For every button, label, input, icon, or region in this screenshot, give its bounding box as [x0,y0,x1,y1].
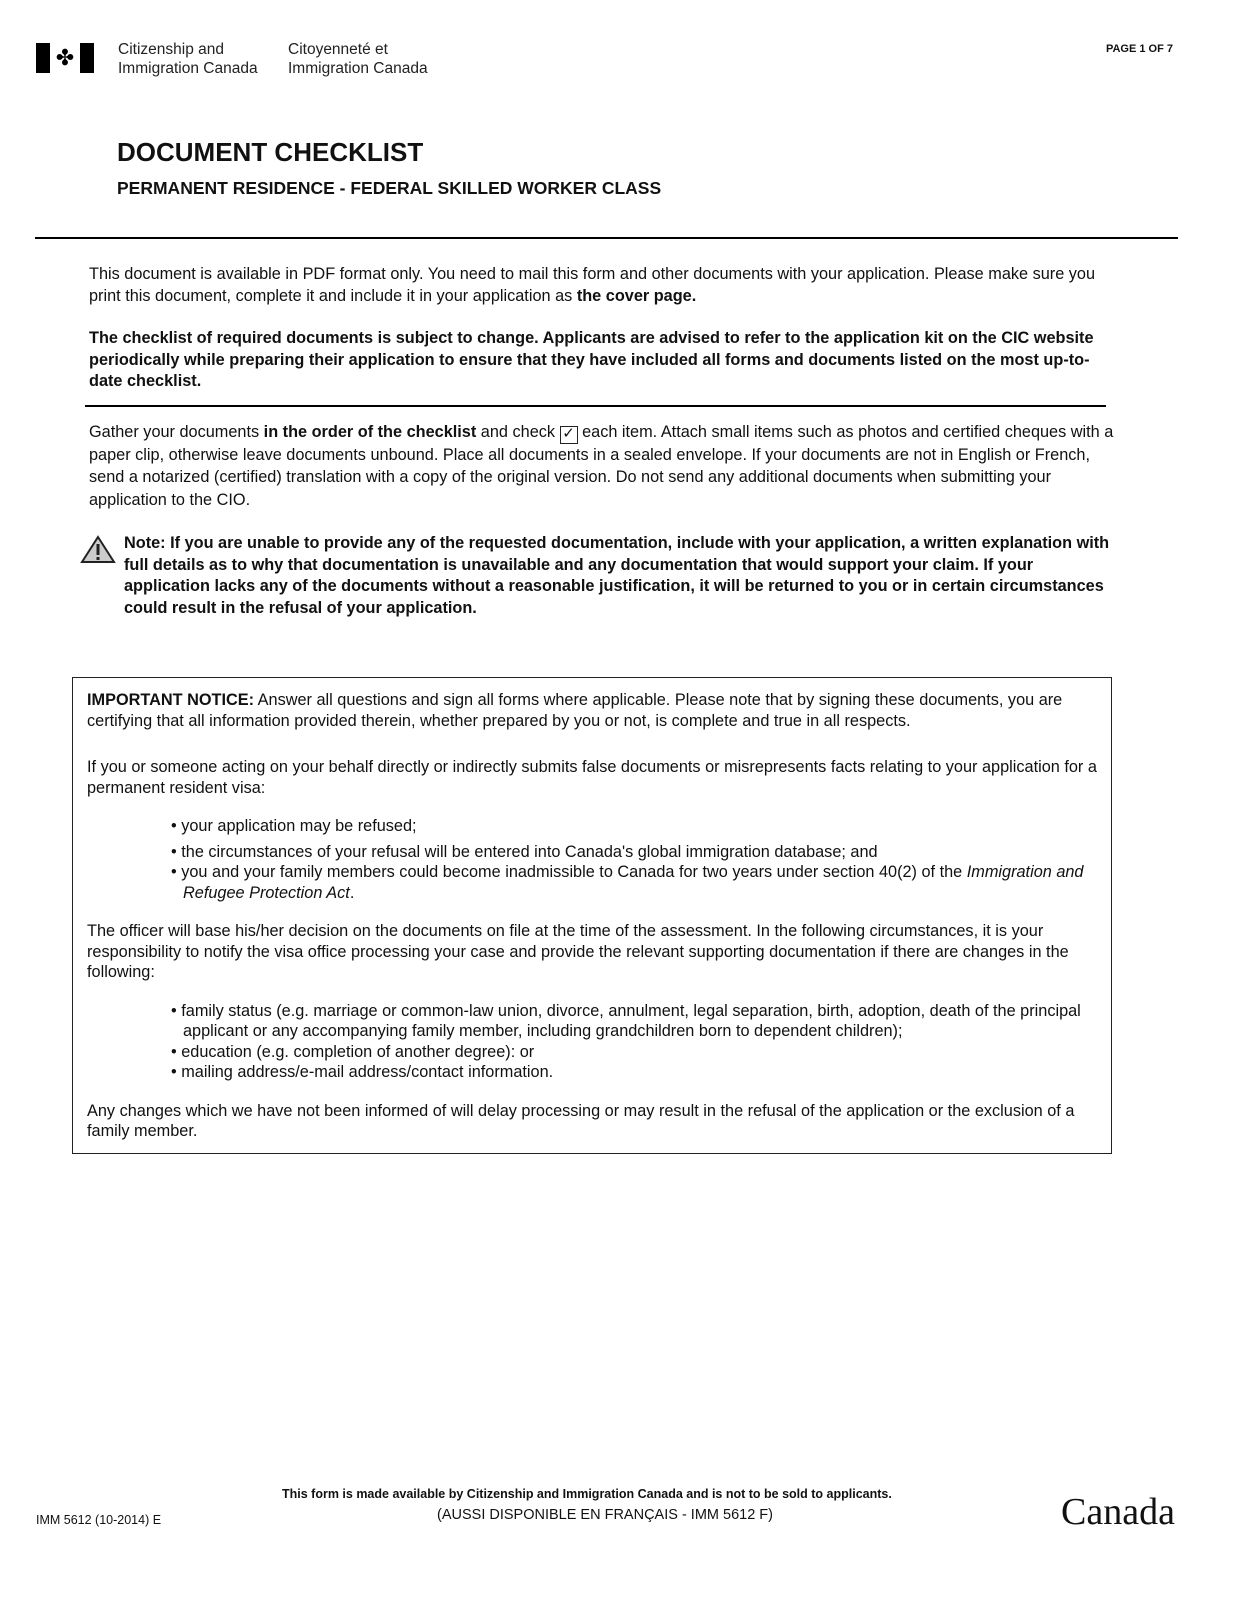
list-item: • mailing address/e-mail address/contact information. [171,1062,1102,1083]
consequences-list [87,816,1102,903]
footer-availability: This form is made available by Citizenship and Immigration Canada and is not to be sold to applicants. [282,1487,892,1501]
gather-instructions [89,421,1114,511]
gather-bold: in the order of the checklist [263,423,477,441]
maple-leaf-icon: ✤ [55,45,75,70]
checklist-change-warning: The checklist of required documents is subject to change. Applicants are advised to refer to the application kit on the CIC website periodically while preparing their application to ensure that they have included all forms and documents listed on the most up-to-date checklist. [89,329,1094,390]
changes-list [87,1001,1102,1083]
checkbox-checked-icon: ✓ [560,426,578,444]
canada-flag-logo [36,43,94,73]
header-divider [35,237,1178,239]
notice-label: IMPORTANT NOTICE: [87,691,255,709]
dept-en-line1: Citizenship and [118,41,224,58]
list-item-text: you and your family members could become inadmissible to Canada for two years under section 40(2) of the [181,863,967,881]
act-name: Immigration and Refugee Protection Act [183,863,1084,902]
dept-en-line2: Immigration Canada [118,60,258,77]
list-item [171,862,1102,903]
notice-intro [87,690,1102,731]
gather-text-2: and check [476,423,560,441]
important-notice-box [72,677,1112,1154]
page-title: DOCUMENT CHECKLIST [117,137,424,167]
gather-text-3: each item. Attach small items such as photos and certified cheques with a paper clip, otherwise leave documents unbound. Place all documents in a sealed envelope. If your documents are not in English or French, send a notarized (certified) translation with a copy of the original version. Do not send any additional documents when submitting your application to the CIO. [89,423,1114,509]
changes-paragraph: Any changes which we have not been informed of will delay processing or may result in the refusal of the application or the exclusion of a family member. [87,1101,1075,1140]
act-end: . [349,883,355,902]
footer-french: (AUSSI DISPONIBLE EN FRANÇAIS - IMM 5612 F) [437,1507,773,1523]
warning-icon [80,535,116,565]
officer-paragraph: The officer will base his/her decision on the documents on file at the time of the assessment. In the following circumstances, it is your responsibility to notify the visa office processing your case and provide the relevant supporting documentation if there are changes in the following: [87,922,1069,981]
form-id: IMM 5612 (10-2014) E [36,1513,162,1527]
list-item: • the circumstances of your refusal will be entered into Canada's global immigration database; and [171,842,1102,863]
note-paragraph: Note: If you are unable to provide any of the requested documentation, include with your application, a written explanation with full details as to why that documentation is unavailable and any documentation that would support your claim. If your application lacks any of the documents without a reasonable justification, it will be returned to you or in certain circumstances could result in the refusal of your application. [124,534,1110,617]
page-number: PAGE 1 OF 7 [1105,43,1173,55]
list-item: • education (e.g. completion of another degree): or [171,1042,1102,1063]
page-subtitle: PERMANENT RESIDENCE - FEDERAL SKILLED WORKER CLASS [117,178,662,198]
notice-text: Answer all questions and sign all forms where applicable. Please note that by signing these documents, you are certifying that all information provided therein, whether prepared by you or not, is complete and true in all respects. [87,691,1063,730]
list-item: • family status (e.g. marriage or common-law union, divorce, annulment, legal separation, birth, adoption, death of the principal applicant or any accompanying family member, including grandchildren born to dependent children); [171,1001,1102,1042]
misrepresentation-paragraph: If you or someone acting on your behalf directly or indirectly submits false documents or misrepresents facts relating to your application for a permanent resident visa: [87,758,1097,797]
intro-paragraph [89,264,1099,307]
department-name-fr [288,40,428,78]
intro-divider [85,405,1106,407]
intro-text: This document is available in PDF format only. You need to mail this form and other documents with your application. Please make sure you print this document, complete it and include it in your application as [89,265,1096,305]
intro-bold: the cover page. [576,286,697,305]
department-name-en [118,40,258,78]
dept-fr-line1: Citoyenneté et [288,41,388,58]
canada-wordmark: Canada [1061,1491,1175,1533]
list-item: • your application may be refused; [171,816,1102,837]
gather-text: Gather your documents [89,423,264,441]
dept-fr-line2: Immigration Canada [288,60,428,77]
